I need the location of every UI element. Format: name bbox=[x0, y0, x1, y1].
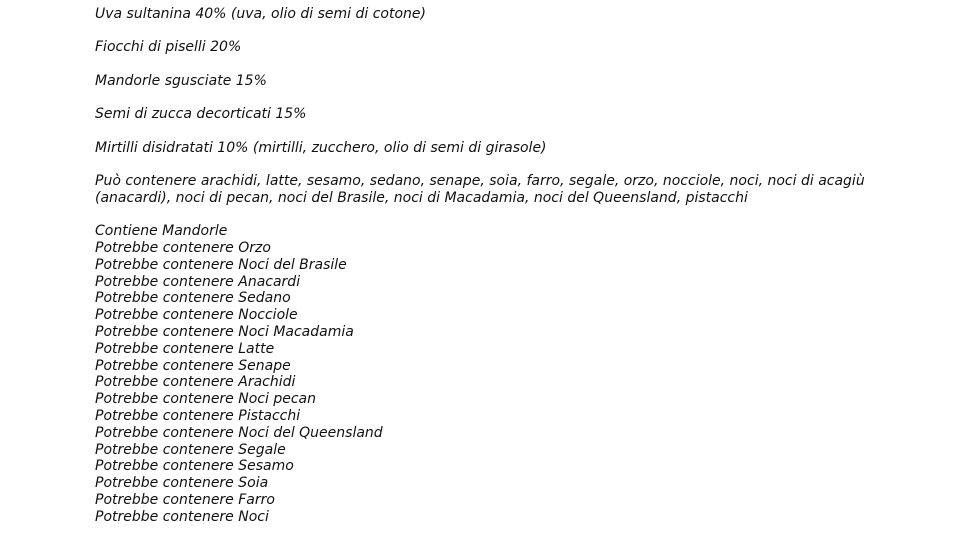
ingredient-line: Fiocchi di piselli 20% bbox=[95, 39, 242, 56]
allergen-item: Potrebbe contenere Noci pecan bbox=[95, 391, 316, 408]
may-contain-statement: Può contenere arachidi, latte, sesamo, sedano, senape, soia, farro, segale, orzo, nocciole, noci, noci di acagiù (anacardi), noci di pecan, noci del Brasile, noci di Macadamia, noci del Queensland, pistacchi bbox=[95, 172, 865, 206]
allergen-item: Potrebbe contenere Noci del Queensland bbox=[95, 424, 383, 441]
allergen-item: Potrebbe contenere Segale bbox=[95, 441, 286, 458]
allergen-item: Potrebbe contenere Orzo bbox=[95, 239, 271, 256]
ingredient-line: Semi di zucca decorticati 15% bbox=[95, 106, 307, 123]
allergen-item: Potrebbe contenere Senape bbox=[95, 357, 291, 374]
allergen-item: Contiene Mandorle bbox=[95, 223, 228, 240]
ingredients-list bbox=[95, 6, 885, 156]
allergen-item: Potrebbe contenere Pistacchi bbox=[95, 407, 301, 424]
allergen-item: Potrebbe contenere Anacardi bbox=[95, 273, 301, 290]
allergen-item: Potrebbe contenere Soia bbox=[95, 475, 269, 492]
allergen-item: Potrebbe contenere Noci del Brasile bbox=[95, 256, 347, 273]
allergen-item: Potrebbe contenere Farro bbox=[95, 491, 275, 508]
allergen-item: Potrebbe contenere Latte bbox=[95, 340, 275, 357]
ingredient-line: Uva sultanina 40% (uva, olio di semi di cotone) bbox=[95, 6, 426, 22]
product-info-content bbox=[95, 6, 885, 525]
allergen-item: Potrebbe contenere Noci Macadamia bbox=[95, 323, 354, 340]
ingredient-line: Mirtilli disidratati 10% (mirtilli, zucchero, olio di semi di girasole) bbox=[95, 139, 547, 156]
ingredient-line: Mandorle sgusciate 15% bbox=[95, 72, 267, 89]
allergen-item: Potrebbe contenere Arachidi bbox=[95, 374, 296, 391]
allergen-item: Potrebbe contenere Nocciole bbox=[95, 307, 298, 324]
allergen-item: Potrebbe contenere Noci bbox=[95, 508, 269, 525]
allergen-list bbox=[95, 223, 885, 525]
allergen-item: Potrebbe contenere Sedano bbox=[95, 290, 291, 307]
allergen-item: Potrebbe contenere Sesamo bbox=[95, 458, 294, 475]
